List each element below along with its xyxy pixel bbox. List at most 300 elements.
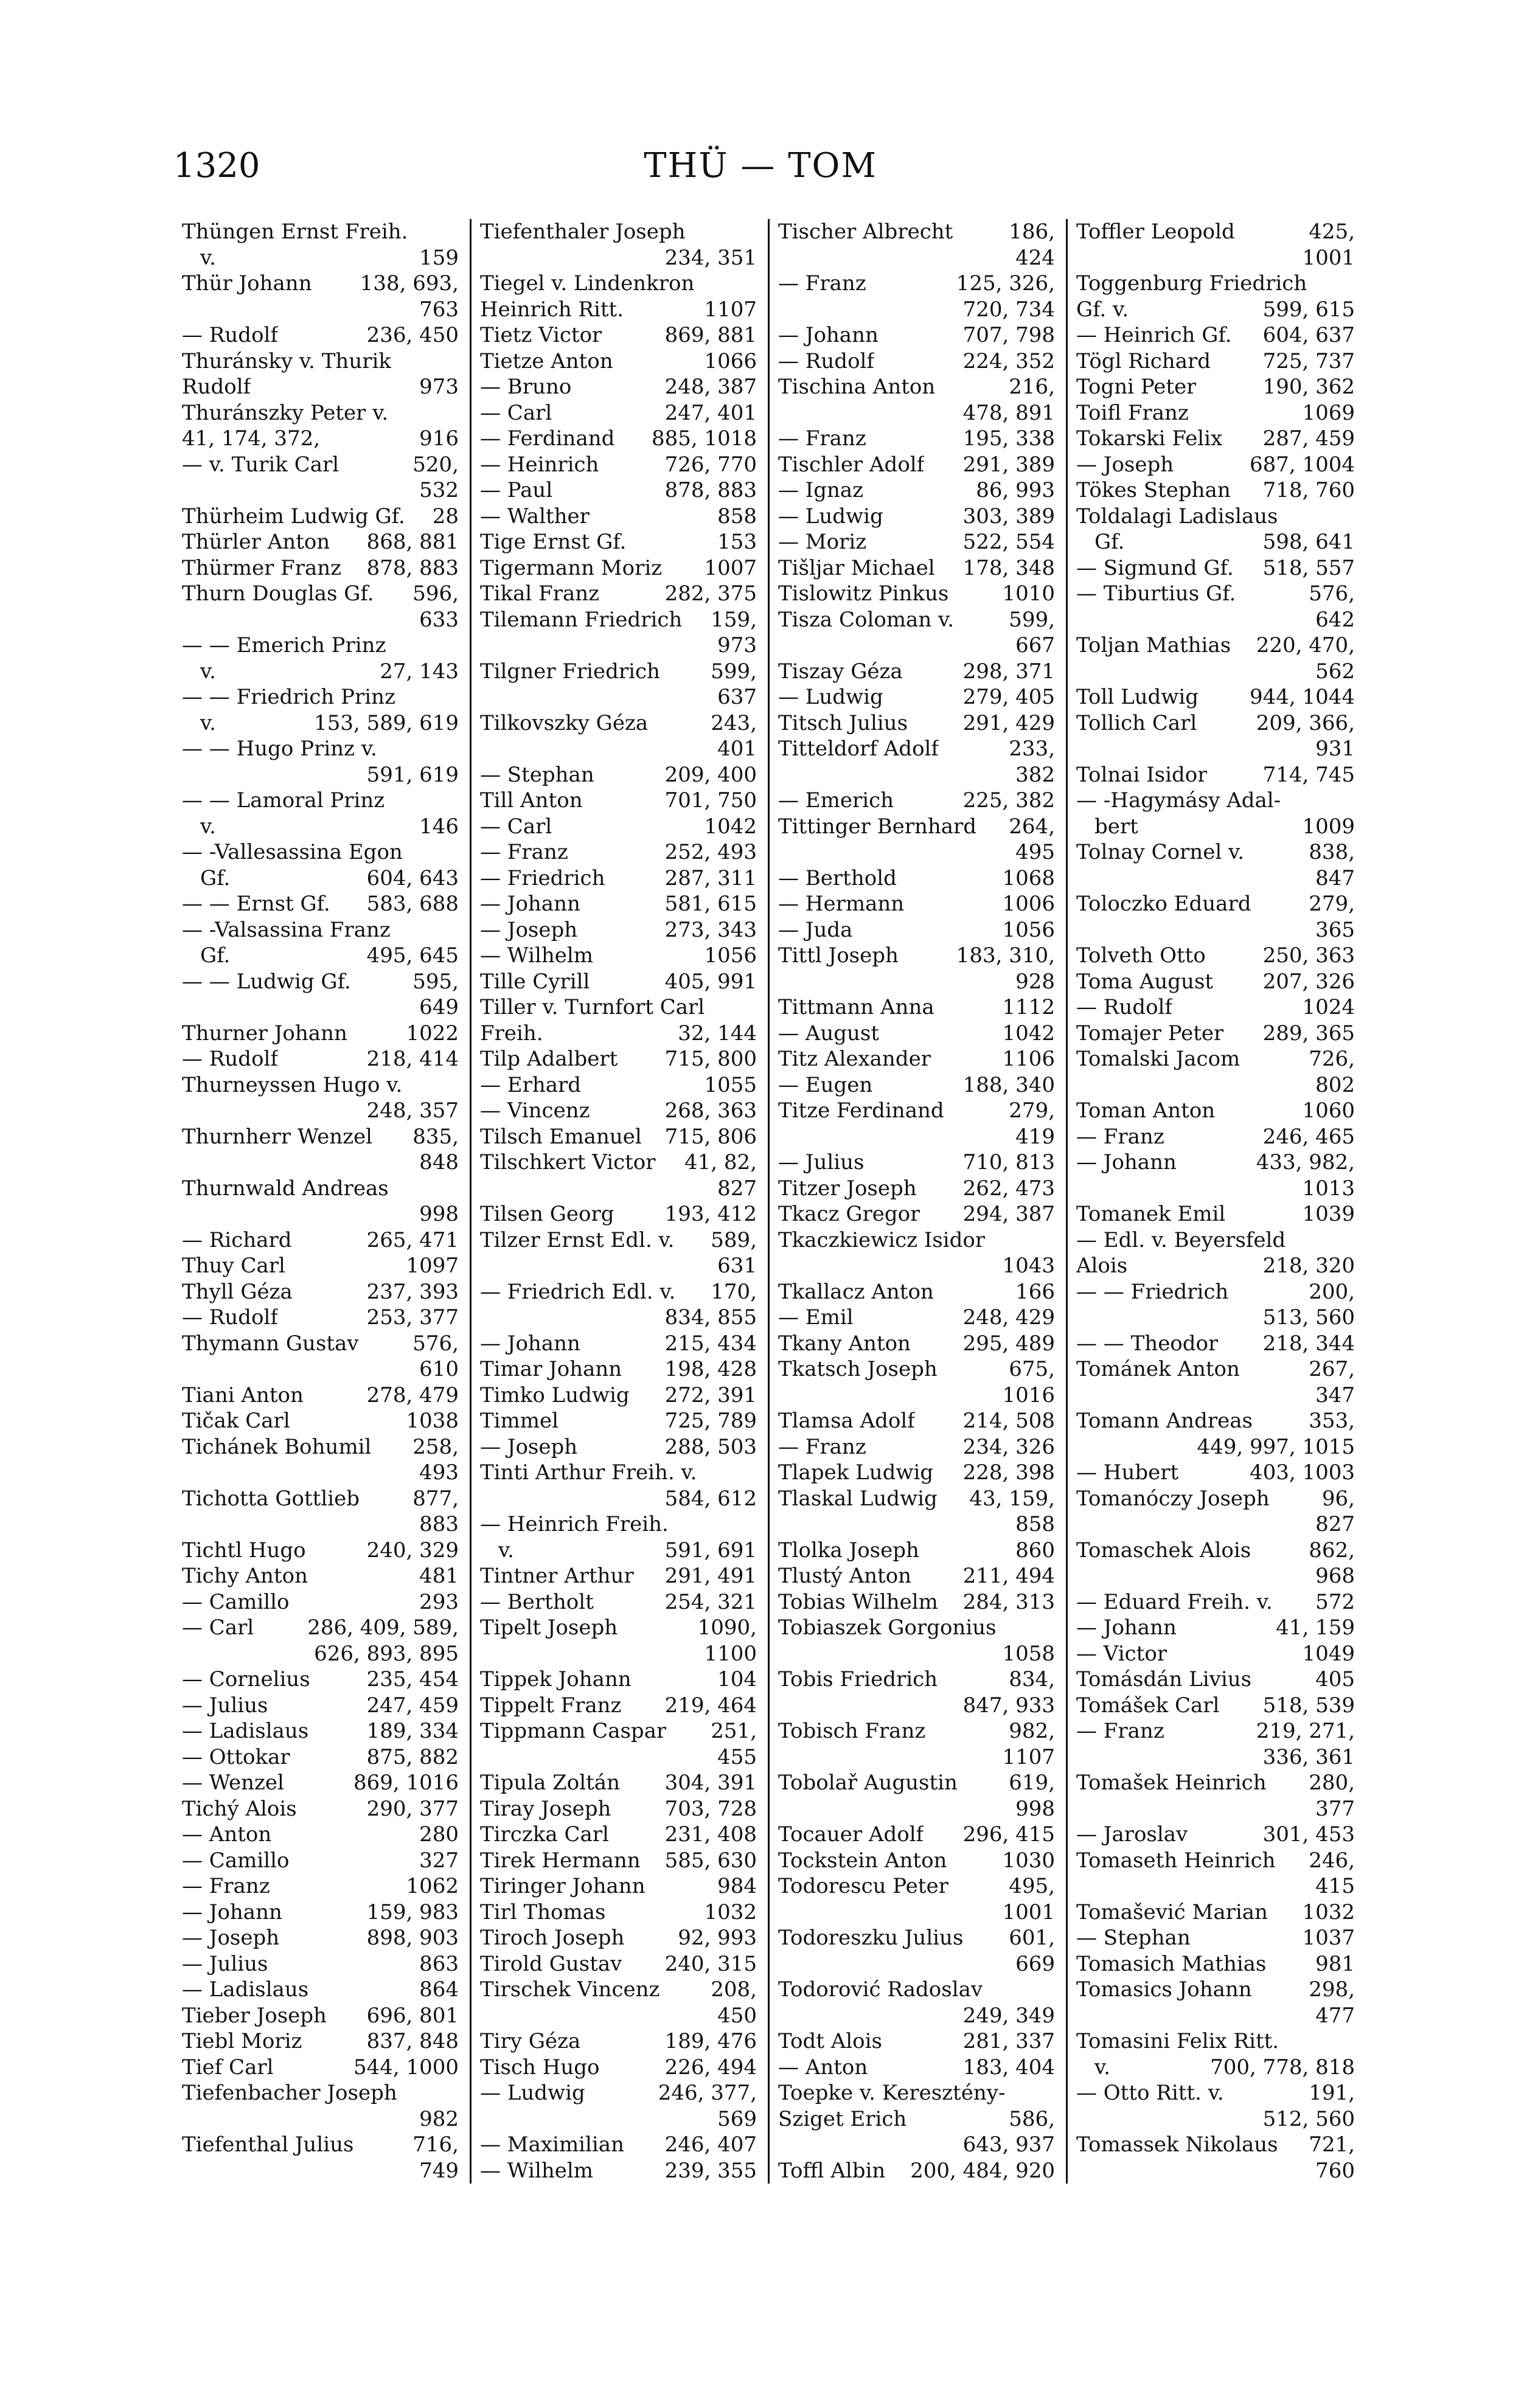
entry-pages: 763 — [419, 297, 459, 322]
index-entry — [778, 1486, 1055, 1512]
index-entry — [778, 994, 1055, 1021]
entry-pages: 643, 937 — [962, 2132, 1055, 2157]
entry-pages: 687, 1004 — [1249, 452, 1355, 477]
entry-name: — Franz — [1076, 1124, 1164, 1149]
entry-pages: 96, — [1321, 1486, 1355, 1511]
entry-pages: 1039 — [1302, 1202, 1355, 1226]
entry-name: Rudolf — [182, 375, 251, 399]
entry-name: Tichy Anton — [182, 1564, 308, 1588]
entry-pages: 239, 355 — [664, 2158, 757, 2183]
entry-pages: 599, — [1009, 607, 1055, 632]
index-entry — [480, 917, 757, 943]
entry-name: — -Valsassina Franz — [182, 917, 391, 942]
entry-name: — v. Turik Carl — [182, 452, 339, 477]
entry-name: Tischina Anton — [778, 375, 936, 399]
entry-name: — Joseph — [182, 1926, 280, 1950]
entry-name: Tiani Anton — [182, 1383, 304, 1407]
entry-pages: 589, — [711, 1227, 757, 1252]
index-entry — [182, 245, 459, 271]
entry-pages: 1049 — [1302, 1641, 1355, 1666]
index-entry — [480, 994, 757, 1021]
index-entry — [480, 1977, 757, 2003]
index-entry — [778, 1667, 1055, 1693]
entry-pages: 703, 728 — [664, 1796, 757, 1821]
index-entry — [1076, 994, 1355, 1021]
entry-pages: 225, 382 — [962, 788, 1055, 813]
entry-name: — Heinrich — [480, 452, 599, 477]
entry-pages: 649 — [419, 995, 459, 1019]
entry-name: Tkatsch Joseph — [778, 1357, 938, 1381]
entry-pages: 287, 311 — [664, 866, 757, 890]
entry-name: Tilsen Georg — [480, 1202, 614, 1226]
entry-pages: 214, 508 — [962, 1409, 1055, 1433]
entry-pages: 449, 997, 1015 — [1197, 1434, 1355, 1459]
entry-name: — Camillo — [182, 1589, 290, 1614]
index-entry — [182, 1641, 459, 1667]
index-entry — [480, 684, 757, 710]
index-entry — [1076, 1098, 1355, 1124]
entry-pages: 405, 991 — [664, 969, 757, 994]
entry-pages: 336, 361 — [1262, 1744, 1355, 1769]
index-entry — [182, 400, 459, 426]
index-entry — [182, 1021, 459, 1047]
entry-name: Tisza Coloman v. — [778, 607, 955, 632]
index-entry — [1076, 2106, 1355, 2132]
entry-name: — Johann — [480, 1331, 580, 1356]
index-entry — [1076, 891, 1355, 917]
index-entry — [1076, 1201, 1355, 1227]
entry-pages: 233, — [1009, 737, 1055, 761]
entry-pages: 280, — [1309, 1771, 1355, 1795]
index-entry — [480, 271, 757, 297]
entry-name: — Anton — [182, 1822, 272, 1847]
entry-pages: 208, — [711, 1977, 757, 2002]
index-entry — [480, 1796, 757, 1822]
entry-pages: 415 — [1315, 1874, 1355, 1898]
entry-pages: 478, 891 — [962, 400, 1055, 425]
entry-name: — — Ernst Gf. — [182, 892, 330, 916]
index-entry — [480, 1770, 757, 1796]
entry-pages: 288, 503 — [664, 1434, 757, 1459]
index-entry — [778, 349, 1055, 375]
entry-pages: 696, 801 — [366, 2003, 459, 2028]
index-entry — [480, 581, 757, 607]
entry-name: — Victor — [1076, 1641, 1167, 1666]
index-entry — [480, 762, 757, 788]
entry-name: Tlaskal Ludwig — [778, 1486, 938, 1511]
entry-name: Thürler Anton — [182, 530, 330, 554]
entry-name: — Erhard — [480, 1072, 582, 1097]
entry-name: Tirl Thomas — [480, 1900, 606, 1924]
index-entry — [480, 1718, 757, 1744]
index-entry — [182, 1770, 459, 1796]
entry-name: — Joseph — [480, 1434, 578, 1459]
index-entry — [778, 1977, 1055, 2003]
entry-name: Toifl Franz — [1076, 400, 1189, 425]
entry-pages: 885, 1018 — [651, 426, 757, 451]
entry-pages: 246, — [1309, 1848, 1355, 1873]
entry-name: Tiray Joseph — [480, 1796, 611, 1821]
entry-pages: 237, 393 — [366, 1279, 459, 1304]
index-entry — [480, 504, 757, 530]
index-entry — [182, 271, 459, 297]
index-entry — [1076, 1511, 1355, 1538]
index-entry — [778, 1511, 1055, 1538]
entry-name: — — Ludwig Gf. — [182, 969, 351, 994]
entry-name: — Rudolf — [182, 1047, 278, 1071]
index-entry — [480, 607, 757, 633]
index-entry — [480, 1486, 757, 1512]
entry-pages: 1062 — [406, 1874, 459, 1898]
entry-pages: 455 — [717, 1744, 757, 1769]
entry-pages: 186, — [1009, 220, 1055, 244]
entry-pages: 240, 329 — [366, 1538, 459, 1563]
entry-pages: 433, 982, — [1256, 1150, 1355, 1175]
entry-pages: 450 — [717, 2003, 757, 2028]
entry-name: Tilkovszky Géza — [480, 710, 649, 735]
entry-name: — Ludwig — [778, 504, 883, 529]
index-entry — [480, 219, 757, 245]
index-entry — [1076, 1951, 1355, 1977]
entry-pages: 190, 362 — [1262, 375, 1355, 399]
entry-pages: 599, 615 — [1262, 297, 1355, 322]
index-entry — [778, 374, 1055, 400]
entry-pages: 28 — [432, 504, 459, 529]
entry-pages: 1013 — [1302, 1176, 1355, 1201]
entry-name: Todoreszku Julius — [778, 1926, 964, 1950]
entry-name: bert — [1094, 814, 1138, 839]
index-entry — [778, 1021, 1055, 1047]
entry-pages: 1066 — [704, 349, 757, 373]
entry-pages: 878, 883 — [366, 555, 459, 580]
entry-name: Toljan Mathias — [1076, 633, 1231, 658]
index-entry — [480, 1641, 757, 1667]
index-entry — [182, 555, 459, 581]
entry-pages: 382 — [1015, 762, 1055, 787]
index-entry — [778, 891, 1055, 917]
entry-name: Tief Carl — [182, 2055, 274, 2080]
entry-pages: 710, 813 — [962, 1150, 1055, 1175]
index-entry — [1076, 1770, 1355, 1796]
index-entry — [778, 2080, 1055, 2106]
entry-pages: 1056 — [1002, 917, 1055, 942]
entry-pages: 264, — [1009, 814, 1055, 839]
entry-name: — Bruno — [480, 375, 572, 399]
index-entry — [778, 1589, 1055, 1615]
entry-pages: 944, 1044 — [1249, 685, 1355, 709]
entry-pages: 236, 450 — [366, 323, 459, 347]
index-entry — [182, 1693, 459, 1719]
entry-pages: 875, 882 — [366, 1744, 459, 1769]
entry-name: Thymann Gustav — [182, 1331, 359, 1356]
index-columns — [173, 219, 1366, 2184]
index-entry — [778, 1563, 1055, 1589]
entry-name: v. — [498, 1538, 514, 1563]
index-entry — [182, 1925, 459, 1951]
index-entry — [480, 788, 757, 814]
index-entry — [182, 1176, 459, 1202]
entry-name: — Heinrich Gf. — [1076, 323, 1232, 347]
entry-pages: 973 — [717, 633, 757, 658]
index-column-3 — [770, 219, 1068, 2184]
entry-name: Tománek Anton — [1076, 1357, 1240, 1381]
index-entry — [1076, 969, 1355, 995]
entry-pages: 153 — [717, 530, 757, 554]
entry-pages: 43, 159, — [969, 1486, 1055, 1511]
index-entry — [778, 1176, 1055, 1202]
entry-name: Tittinger Bernhard — [778, 814, 977, 839]
entry-pages: 249, 349 — [962, 2003, 1055, 2028]
entry-name: — Moriz — [778, 530, 867, 554]
entry-name: — Hubert — [1076, 1460, 1179, 1485]
entry-pages: 104 — [717, 1667, 757, 1691]
entry-name: Tiefenthal Julius — [182, 2132, 354, 2157]
entry-pages: 209, 366, — [1256, 710, 1355, 735]
entry-name: Thüngen Ernst Freih. — [182, 220, 408, 244]
entry-pages: 424 — [1015, 245, 1055, 270]
entry-pages: 760 — [1315, 2158, 1355, 2183]
entry-pages: 403, 1003 — [1249, 1460, 1355, 1485]
index-entry — [182, 1356, 459, 1383]
entry-name: Freih. — [480, 1021, 543, 1046]
index-entry — [778, 866, 1055, 892]
index-entry — [1076, 1925, 1355, 1951]
entry-name: Tisch Hugo — [480, 2055, 600, 2080]
entry-pages: 231, 408 — [664, 1822, 757, 1847]
index-entry — [182, 1460, 459, 1486]
index-entry — [182, 1072, 459, 1098]
entry-pages: 495, 645 — [366, 943, 459, 968]
entry-name: 41, 174, 372, — [182, 426, 321, 451]
entry-name: Tobolař Augustin — [778, 1771, 958, 1795]
index-entry — [480, 1951, 757, 1977]
entry-name: Tiry Géza — [480, 2029, 581, 2053]
index-entry — [778, 1227, 1055, 1254]
entry-name: — Rudolf — [778, 349, 874, 373]
entry-pages: 834, — [1009, 1667, 1055, 1691]
entry-pages: 569 — [717, 2106, 757, 2131]
index-entry — [778, 504, 1055, 530]
entry-name: Gf. v. — [1076, 297, 1129, 322]
index-page — [155, 122, 1366, 2202]
index-entry — [1076, 1305, 1355, 1331]
index-entry — [778, 2028, 1055, 2055]
entry-pages: 1006 — [1002, 892, 1055, 916]
index-entry — [778, 271, 1055, 297]
index-entry — [778, 943, 1055, 969]
entry-pages: 858 — [1015, 1512, 1055, 1536]
entry-name: Tirold Gustav — [480, 1951, 622, 1976]
entry-name: Tomasini Felix Ritt. — [1076, 2029, 1279, 2053]
entry-pages: 291, 491 — [664, 1564, 757, 1588]
entry-name: Tišljar Michael — [778, 555, 935, 580]
entry-name: Tiroch Joseph — [480, 1926, 625, 1950]
entry-pages: 898, 903 — [366, 1926, 459, 1950]
entry-name: Tomasich Mathias — [1076, 1951, 1267, 1976]
index-entry — [480, 555, 757, 581]
entry-pages: 968 — [1315, 1564, 1355, 1588]
index-entry — [1076, 866, 1355, 892]
entry-name: Tittl Joseph — [778, 943, 899, 968]
index-entry — [182, 1150, 459, 1176]
entry-pages: 513, 560 — [1262, 1305, 1355, 1330]
entry-name: Tolnai Isidor — [1076, 762, 1208, 787]
entry-pages: 1056 — [704, 943, 757, 968]
entry-pages: 522, 554 — [962, 530, 1055, 554]
entry-name: — Julius — [778, 1150, 865, 1175]
index-entry — [1076, 1848, 1355, 1874]
entry-pages: 848 — [419, 1150, 459, 1175]
index-entry — [778, 1150, 1055, 1176]
index-entry — [182, 2158, 459, 2184]
entry-name: — Rudolf — [182, 1305, 278, 1330]
entry-name: Tittmann Anna — [778, 995, 934, 1019]
index-entry — [480, 1150, 757, 1176]
entry-name: — Franz — [778, 1434, 866, 1459]
entry-pages: 998 — [1015, 1796, 1055, 1821]
entry-pages: 228, 398 — [962, 1460, 1055, 1485]
entry-name: Thuránszky Peter v. — [182, 400, 389, 425]
entry-name: Tolveth Otto — [1076, 943, 1206, 968]
entry-pages: 215, 434 — [664, 1331, 757, 1356]
entry-pages: 282, 375 — [664, 581, 757, 606]
entry-name: Tomanek Emil — [1076, 1202, 1226, 1226]
index-entry — [182, 866, 459, 892]
entry-pages: 726, 770 — [664, 452, 757, 477]
entry-pages: 838, — [1309, 840, 1355, 864]
index-entry — [1076, 659, 1355, 685]
entry-name: Tomaschek Alois — [1076, 1538, 1251, 1563]
entry-pages: 401 — [717, 737, 757, 761]
index-entry — [778, 788, 1055, 814]
entry-pages: 520, — [412, 452, 459, 477]
entry-pages: 209, 400 — [664, 762, 757, 787]
entry-pages: 125, 326, — [956, 271, 1055, 296]
entry-name: — Walther — [480, 504, 590, 529]
entry-pages: 291, 429 — [962, 710, 1055, 735]
index-entry — [182, 1434, 459, 1460]
entry-name: — — Friedrich Prinz — [182, 685, 395, 709]
entry-pages: 576, — [1309, 581, 1355, 606]
index-entry — [182, 1900, 459, 1926]
entry-name: — Edl. v. Beyersfeld — [1076, 1227, 1286, 1252]
index-entry — [480, 2003, 757, 2029]
entry-name: — Carl — [480, 400, 552, 425]
entry-name: Tichtl Hugo — [182, 1538, 306, 1563]
entry-name: — Johann — [480, 892, 580, 916]
index-entry — [182, 1822, 459, 1848]
entry-name: Thür Johann — [182, 271, 312, 296]
entry-name: — Wilhelm — [480, 2158, 594, 2183]
entry-name: Tichotta Gottlieb — [182, 1486, 360, 1511]
index-entry — [480, 1615, 757, 1641]
index-entry — [1076, 1150, 1355, 1176]
entry-pages: 675, — [1009, 1357, 1055, 1381]
index-entry — [778, 1305, 1055, 1331]
index-entry — [778, 1460, 1055, 1486]
entry-name: — Eugen — [778, 1072, 873, 1097]
entry-name: — Johann — [778, 323, 879, 347]
entry-pages: 869, 881 — [664, 323, 757, 347]
index-entry — [182, 219, 459, 245]
entry-name: Tintner Arthur — [480, 1564, 634, 1588]
entry-pages: 419 — [1015, 1124, 1055, 1149]
index-entry — [778, 1641, 1055, 1667]
entry-name: Tlolka Joseph — [778, 1538, 919, 1563]
entry-name: — Emil — [778, 1305, 854, 1330]
index-entry — [480, 1925, 757, 1951]
index-entry — [480, 400, 757, 426]
page-header — [155, 122, 1366, 213]
entry-name: Toman Anton — [1076, 1098, 1216, 1123]
entry-pages: 200, — [1309, 1279, 1355, 1304]
index-column-1 — [173, 219, 471, 2184]
index-entry — [480, 1072, 757, 1098]
index-entry — [182, 917, 459, 943]
entry-pages: 998 — [419, 1202, 459, 1226]
entry-pages: 847 — [1315, 866, 1355, 890]
entry-pages: 837, 848 — [366, 2029, 459, 2053]
index-entry — [480, 477, 757, 504]
index-entry — [1076, 374, 1355, 400]
index-entry — [778, 2106, 1055, 2132]
entry-name: Timko Ludwig — [480, 1383, 630, 1407]
entry-pages: 183, 404 — [962, 2055, 1055, 2080]
index-entry — [182, 1563, 459, 1589]
entry-name: — Julius — [182, 1693, 268, 1718]
index-entry — [778, 1538, 1055, 1564]
entry-pages: 279, — [1309, 892, 1355, 916]
page-number: 1320 — [173, 146, 260, 186]
index-entry — [182, 1848, 459, 1874]
entry-name: Tippek Johann — [480, 1667, 632, 1691]
entry-pages: 1009 — [1302, 814, 1355, 839]
entry-pages: 700, 778, 818 — [1210, 2055, 1355, 2080]
entry-name: — Juda — [778, 917, 853, 942]
entry-name: Toggenburg Friedrich — [1076, 271, 1307, 296]
entry-name: Tlamsa Adolf — [778, 1409, 915, 1433]
entry-pages: 284, 313 — [962, 1589, 1055, 1614]
entry-name: Tichánek Bohumil — [182, 1434, 372, 1459]
index-entry — [182, 1253, 459, 1279]
entry-pages: 246, 407 — [664, 2132, 757, 2157]
entry-pages: 1100 — [704, 1641, 757, 1666]
entry-name: — Franz — [1076, 1719, 1164, 1743]
entry-name: — Johann — [1076, 1615, 1177, 1640]
entry-name: Thurn Douglas Gf. — [182, 581, 374, 606]
entry-pages: 425, — [1309, 220, 1355, 244]
entry-name: Tilemann Friedrich — [480, 607, 683, 632]
entry-name: — Carl — [182, 1615, 254, 1640]
entry-name: Titsch Julius — [778, 710, 908, 735]
entry-pages: 207, 326 — [1262, 969, 1355, 994]
index-entry — [480, 452, 757, 478]
entry-name: v. — [1094, 2055, 1110, 2080]
entry-name: Tislowitz Pinkus — [778, 581, 949, 606]
entry-pages: 1112 — [1002, 995, 1055, 1019]
entry-name: Tobias Wilhelm — [778, 1589, 938, 1614]
entry-pages: 544, 1000 — [353, 2055, 459, 2080]
index-entry — [1076, 245, 1355, 271]
entry-name: Titz Alexander — [778, 1047, 931, 1071]
entry-pages: 247, 401 — [664, 400, 757, 425]
index-entry — [182, 994, 459, 1021]
entry-pages: 189, 476 — [664, 2029, 757, 2053]
entry-pages: 518, 539 — [1262, 1693, 1355, 1718]
index-entry — [182, 322, 459, 349]
entry-name: — Bertholt — [480, 1589, 594, 1614]
entry-pages: 631 — [717, 1254, 757, 1278]
